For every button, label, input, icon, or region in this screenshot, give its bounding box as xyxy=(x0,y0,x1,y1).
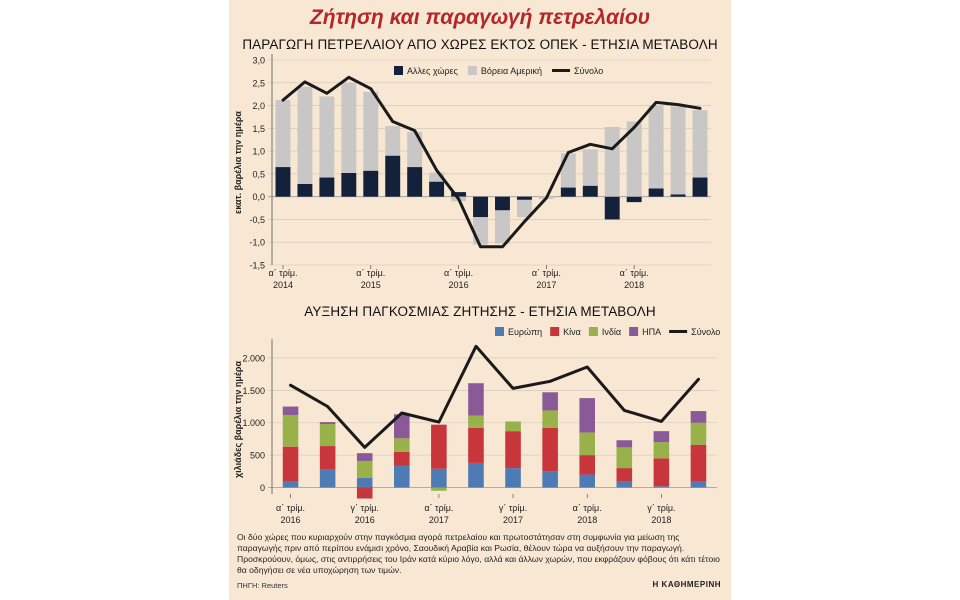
c1-ytick-label: -0,5 xyxy=(249,214,265,225)
c2-xtick-year: 2016 xyxy=(280,515,301,525)
c1-ytick-label: 2,5 xyxy=(252,78,265,89)
c2-bar-0 xyxy=(542,471,558,487)
c2-bar-0 xyxy=(283,482,299,488)
c2-xtick-quarter: α΄ τρίμ. xyxy=(276,503,306,513)
c2-y-axis-label: χιλιάδες βαρέλια την ημέρα xyxy=(233,360,243,479)
c2-bar-1 xyxy=(654,458,670,486)
c1-xtick-quarter: α΄ τρίμ. xyxy=(531,268,561,278)
c2-bar-1 xyxy=(394,452,410,466)
c2-bar-3 xyxy=(468,383,484,415)
c2-bar-1 xyxy=(505,431,521,468)
c2-bar-3 xyxy=(283,407,299,415)
infographic-panel xyxy=(229,0,731,600)
c2-bar-0 xyxy=(320,469,336,487)
c1-xtick-year: 2018 xyxy=(624,280,645,290)
c2-bar-2 xyxy=(394,438,410,452)
c1-legend-label: Σύνολο xyxy=(574,66,604,76)
c1-ytick-label: 2,0 xyxy=(252,101,265,112)
c2-bar-0 xyxy=(431,469,447,488)
c1-xtick-quarter: α΄ τρίμ. xyxy=(356,268,386,278)
c2-xtick-quarter: α΄ τρίμ. xyxy=(424,503,454,513)
c2-legend-label: Κίνα xyxy=(563,327,581,337)
c2-ytick-label: 1.000 xyxy=(242,418,265,429)
c2-bar-1 xyxy=(617,468,633,482)
c1-legend-label: Αλλες χώρες xyxy=(407,66,458,76)
c2-bar-2 xyxy=(691,423,707,445)
c2-bar-2 xyxy=(431,488,447,491)
c1-xtick-year: 2016 xyxy=(448,280,469,290)
c1-legend-label: Βόρεια Αμερική xyxy=(480,66,543,76)
c1-xtick-year: 2017 xyxy=(536,280,557,290)
c1-ytick-label: 0,0 xyxy=(252,192,265,203)
c2-xtick-year: 2018 xyxy=(577,515,598,525)
c2-bar-1 xyxy=(283,447,299,482)
c2-bar-2 xyxy=(654,442,670,458)
c2-bar-0 xyxy=(579,475,595,488)
c2-xtick-year: 2017 xyxy=(428,515,449,525)
c2-legend-label: Ευρώπη xyxy=(508,327,543,337)
c1-xtick-quarter: α΄ τρίμ. xyxy=(268,268,298,278)
c1-xtick-year: 2015 xyxy=(360,280,381,290)
c2-legend-label: Σύνολο xyxy=(691,327,721,337)
c2-bar-1 xyxy=(431,425,447,469)
c2-legend-swatch-3 xyxy=(629,327,638,336)
c2-bar-1 xyxy=(579,455,595,474)
c2-bar-2 xyxy=(617,447,633,468)
c2-bar-0 xyxy=(617,482,633,488)
c2-bar-2 xyxy=(468,416,484,428)
c2-xtick-year: 2018 xyxy=(651,515,672,525)
page-title: Ζήτηση και παραγωγή πετρελαίου xyxy=(309,6,651,29)
c2-bar-3 xyxy=(542,392,558,410)
c2-bar-0 xyxy=(357,478,373,488)
c2-bar-1 xyxy=(320,446,336,469)
c2-xtick-year: 2016 xyxy=(354,515,375,525)
c2-bar-2 xyxy=(505,421,521,431)
c2-ytick-label: 0 xyxy=(259,483,265,494)
c2-bar-0 xyxy=(505,468,521,487)
c2-xtick-quarter: γ΄ τρίμ. xyxy=(647,503,676,513)
chart2-title: ΑΥΞΗΣΗ ΠΑΓΚΟΣΜΙΑΣ ΖΗΤΗΣΗΣ - ΕΤΗΣΙΑ ΜΕΤΑΒΟΛΗ xyxy=(304,304,656,319)
c2-bar-0 xyxy=(654,486,670,487)
source-note: ΠΗΓΗ: Reuters xyxy=(237,581,288,590)
c1-ytick-label: 3,0 xyxy=(252,55,265,66)
c2-bar-1 xyxy=(468,428,484,463)
c2-total-line xyxy=(291,346,699,447)
c1-ytick-label: 1,0 xyxy=(252,146,265,157)
c1-xtick-quarter: α΄ τρίμ. xyxy=(444,268,474,278)
c1-ytick-label: 1,5 xyxy=(252,123,265,134)
c2-bar-1 xyxy=(691,445,707,482)
c2-bar-2 xyxy=(579,432,595,455)
oil-demand-chart xyxy=(229,0,731,530)
c2-bar-2 xyxy=(283,415,299,447)
chart1-title: ΠΑΡΑΓΩΓΗ ΠΕΤΡΕΛΑΙΟΥ ΑΠΟ ΧΩΡΕΣ ΕΚΤΟΣ ΟΠΕΚ - ΕΤΗΣΙΑ ΜΕΤΑΒΟΛΗ xyxy=(242,37,718,52)
c2-bar-2 xyxy=(320,424,336,446)
c2-ytick-label: 500 xyxy=(249,450,265,461)
c2-bar-0 xyxy=(468,463,484,488)
c2-bar-1 xyxy=(542,428,558,471)
c2-xtick-quarter: α΄ τρίμ. xyxy=(572,503,602,513)
c2-bar-2 xyxy=(542,410,558,427)
c2-ytick-label: 1.500 xyxy=(242,385,265,396)
caption-text: Οι δύο χώρες που κυριαρχούν στην παγκόσμια αγορά πετρελαίου και πρωτοστάτησαν στη συμφωνία για μείωση της παραγωγής πριν από περίπου ενάμισι χρόνο, Σαουδική Αραβία και Ρωσία, θέλουν τώρα να αυξήσουν την παραγωγή. Προσκρούουν, όμως, στις αντιρρήσεις του Ιράν κατά κύριο λόγο, αλλά και άλλων χωρών, που εκφράζουν φόβους ότι κάτι τέτοιο θα οδηγήσει σε νέα υποχώρηση των τιμών. xyxy=(237,532,720,575)
c2-bar-3 xyxy=(579,398,595,432)
c2-xtick-quarter: γ΄ τρίμ. xyxy=(498,503,528,513)
c1-ytick-label: 0,5 xyxy=(252,169,265,180)
c2-bar-0 xyxy=(691,482,707,488)
c1-ytick-label: -1,0 xyxy=(249,237,265,248)
c2-legend-label: Ινδία xyxy=(601,327,622,337)
c2-legend-swatch-1 xyxy=(550,327,559,336)
c2-bar-3 xyxy=(320,422,336,424)
c2-xtick-quarter: γ΄ τρίμ. xyxy=(350,503,379,513)
c2-bar-3 xyxy=(691,411,707,423)
c1-xtick-year: 2014 xyxy=(272,280,293,290)
c2-xtick-year: 2017 xyxy=(503,515,524,525)
c2-bar-2 xyxy=(357,461,373,478)
c2-bar-0 xyxy=(394,465,410,487)
c2-ytick-label: 2.000 xyxy=(242,353,265,364)
c1-xtick-quarter: α΄ τρίμ. xyxy=(619,268,649,278)
c2-legend-swatch-2 xyxy=(589,327,598,336)
c2-bar-3 xyxy=(654,431,670,442)
publisher-logo: Η ΚΑΘΗΜΕΡΙΝΗ xyxy=(652,580,721,589)
c2-legend-swatch-0 xyxy=(495,327,504,336)
c1-y-axis-label: εκατ. βαρέλια την ημέρα xyxy=(233,111,243,214)
c2-legend-label: ΗΠΑ xyxy=(642,327,662,337)
c2-bar-3 xyxy=(357,453,373,461)
c1-ytick-label: -1,5 xyxy=(249,260,265,271)
c2-bar-3 xyxy=(617,440,633,447)
